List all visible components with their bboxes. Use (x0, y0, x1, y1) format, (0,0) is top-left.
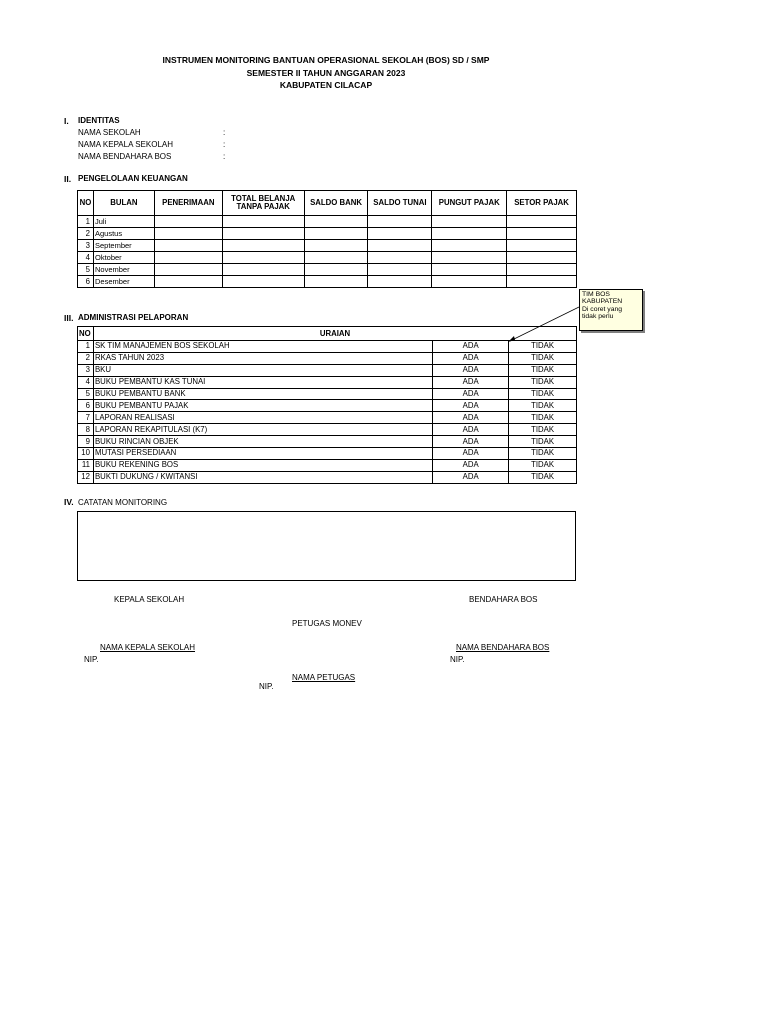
cell-empty[interactable] (222, 264, 304, 276)
table-row (78, 252, 577, 264)
table-row (78, 341, 577, 353)
section-4-title: CATATAN MONITORING (78, 498, 168, 507)
table-row (78, 352, 577, 364)
cell-empty[interactable] (432, 252, 507, 264)
petugas-nip: NIP. (259, 682, 274, 691)
cell-empty[interactable] (304, 276, 368, 288)
table-row (78, 264, 577, 276)
cell-empty[interactable] (222, 252, 304, 264)
option-ada[interactable]: ADA (433, 424, 509, 436)
row-bulan: November (93, 264, 154, 276)
cell-empty[interactable] (222, 240, 304, 252)
cell-empty[interactable] (368, 276, 432, 288)
petugas-title: PETUGAS MONEV (292, 619, 362, 628)
option-ada[interactable]: ADA (433, 400, 509, 412)
table-row (78, 412, 577, 424)
table-row (78, 376, 577, 388)
table-header-row (78, 327, 577, 341)
keuangan-table (77, 190, 577, 288)
cell-empty[interactable] (222, 228, 304, 240)
bendahara-name: NAMA BENDAHARA BOS (456, 643, 550, 652)
cell-empty[interactable] (222, 216, 304, 228)
row-no: 2 (78, 228, 94, 240)
pelaporan-table (77, 326, 577, 484)
row-bulan: Agustus (93, 228, 154, 240)
row-uraian: MUTASI PERSEDIAAN (93, 448, 432, 460)
title-line-3: KABUPATEN CILACAP (279, 80, 373, 90)
row-no: 6 (78, 276, 94, 288)
col-header-total-belanja: TOTAL BELANJA TANPA PAJAK (222, 191, 304, 216)
option-ada[interactable]: ADA (433, 364, 509, 376)
table-row (78, 240, 577, 252)
comment-line: TIM BOS (582, 291, 610, 298)
row-bulan: Oktober (93, 252, 154, 264)
row-no: 4 (78, 376, 94, 388)
section-2-number: II. (64, 174, 72, 184)
cell-empty[interactable] (507, 228, 577, 240)
row-uraian: RKAS TAHUN 2023 (93, 352, 432, 364)
option-ada[interactable]: ADA (433, 341, 509, 353)
col-header-no: NO (78, 191, 94, 216)
kepala-sekolah-name: NAMA KEPALA SEKOLAH (100, 643, 196, 652)
row-uraian: BUKU PEMBANTU PAJAK (93, 400, 432, 412)
col-header-bulan: BULAN (93, 191, 154, 216)
table-row (78, 400, 577, 412)
row-uraian: SK TIM MANAJEMEN BOS SEKOLAH (93, 341, 432, 353)
row-no: 6 (78, 400, 94, 412)
cell-empty[interactable] (304, 240, 368, 252)
cell-empty[interactable] (154, 276, 222, 288)
cell-empty[interactable] (432, 240, 507, 252)
section-2-title: PENGELOLAAN KEUANGAN (78, 174, 188, 183)
section-3-number: III. (64, 313, 74, 323)
comment-line: Di coret yang (582, 305, 623, 313)
option-tidak[interactable]: TIDAK (509, 436, 577, 448)
row-no: 3 (78, 364, 94, 376)
option-tidak[interactable]: TIDAK (509, 341, 577, 353)
row-no: 3 (78, 240, 94, 252)
bendahara-nip: NIP. (450, 655, 465, 664)
catatan-monitoring-textarea[interactable] (77, 511, 576, 581)
row-uraian: LAPORAN REKAPITULASI (K7) (93, 424, 432, 436)
table-row (78, 276, 577, 288)
table-row (78, 388, 577, 400)
row-no: 7 (78, 412, 94, 424)
table-row (78, 471, 577, 483)
option-ada[interactable]: ADA (433, 412, 509, 424)
row-no: 1 (78, 341, 94, 353)
row-no: 5 (78, 264, 94, 276)
col-header-saldo-bank: SALDO BANK (304, 191, 368, 216)
table-row (78, 216, 577, 228)
table-row (78, 228, 577, 240)
cell-empty[interactable] (507, 264, 577, 276)
col-header-saldo-tunai: SALDO TUNAI (368, 191, 432, 216)
table-row (78, 364, 577, 376)
option-tidak[interactable]: TIDAK (509, 424, 577, 436)
row-uraian: LAPORAN REALISASI (93, 412, 432, 424)
row-bulan: Desember (93, 276, 154, 288)
section-4-number: IV. (64, 497, 74, 507)
cell-empty[interactable] (432, 276, 507, 288)
row-bulan: Juli (93, 216, 154, 228)
col-header-penerimaan: PENERIMAAN (154, 191, 222, 216)
field-label-nama-kepala-sekolah: NAMA KEPALA SEKOLAH (78, 140, 174, 149)
option-tidak[interactable]: TIDAK (509, 388, 577, 400)
option-ada[interactable]: ADA (433, 436, 509, 448)
col-header-setor-pajak: SETOR PAJAK (507, 191, 577, 216)
table-row (78, 424, 577, 436)
row-no: 11 (78, 459, 94, 471)
option-tidak[interactable]: TIDAK (509, 376, 577, 388)
row-bulan: September (93, 240, 154, 252)
row-no: 8 (78, 424, 94, 436)
option-tidak[interactable]: TIDAK (509, 400, 577, 412)
row-uraian: BUKU RINCIAN OBJEK (93, 436, 432, 448)
table-row (78, 436, 577, 448)
cell-empty[interactable] (432, 216, 507, 228)
field-colon: : (223, 128, 226, 137)
table-header-row (78, 191, 577, 216)
cell-empty[interactable] (432, 228, 507, 240)
option-ada[interactable]: ADA (433, 459, 509, 471)
row-uraian: BUKU PEMBANTU KAS TUNAI (93, 376, 432, 388)
cell-empty[interactable] (154, 228, 222, 240)
cell-empty[interactable] (154, 240, 222, 252)
row-no: 1 (78, 216, 94, 228)
title-line-2: SEMESTER II TAHUN ANGGARAN 2023 (246, 68, 406, 78)
cell-empty[interactable] (507, 240, 577, 252)
cell-empty[interactable] (368, 216, 432, 228)
cell-empty[interactable] (368, 228, 432, 240)
section-1-number: I. (64, 116, 69, 126)
cell-empty[interactable] (368, 252, 432, 264)
row-uraian: BKU (93, 364, 432, 376)
row-no: 10 (78, 448, 94, 460)
cell-empty[interactable] (222, 276, 304, 288)
comment-note[interactable] (579, 289, 643, 331)
row-no: 9 (78, 436, 94, 448)
section-1-title: IDENTITAS (78, 116, 120, 125)
field-colon: : (223, 140, 226, 149)
option-ada[interactable]: ADA (433, 352, 509, 364)
petugas-name: NAMA PETUGAS (292, 673, 356, 682)
kepala-sekolah-title: KEPALA SEKOLAH (114, 595, 185, 604)
table-row (78, 459, 577, 471)
option-tidak[interactable]: TIDAK (509, 352, 577, 364)
section-3-title: ADMINISTRASI PELAPORAN (78, 313, 189, 322)
title-line-1: INSTRUMEN MONITORING BANTUAN OPERASIONAL SEKOLAH (BOS) SD / SMP (162, 55, 490, 65)
col-header-no: NO (78, 327, 94, 341)
kepala-sekolah-nip: NIP. (84, 655, 99, 664)
cell-empty[interactable] (304, 228, 368, 240)
option-tidak[interactable]: TIDAK (509, 459, 577, 471)
row-uraian: BUKTI DUKUNG / KWITANSI (93, 471, 432, 483)
row-no: 2 (78, 352, 94, 364)
field-label-nama-sekolah: NAMA SEKOLAH (78, 128, 141, 137)
row-uraian: BUKU REKENING BOS (93, 459, 432, 471)
option-tidak[interactable]: TIDAK (509, 412, 577, 424)
row-no: 4 (78, 252, 94, 264)
cell-empty[interactable] (304, 252, 368, 264)
cell-empty[interactable] (304, 216, 368, 228)
row-no: 12 (78, 471, 94, 483)
comment-line: KABUPATEN (582, 298, 623, 306)
option-ada[interactable]: ADA (433, 388, 509, 400)
field-label-nama-bendahara: NAMA BENDAHARA BOS (78, 152, 172, 161)
cell-empty[interactable] (368, 240, 432, 252)
option-tidak[interactable]: TIDAK (509, 364, 577, 376)
cell-empty[interactable] (154, 264, 222, 276)
option-tidak[interactable]: TIDAK (509, 471, 577, 483)
col-header-pungut-pajak: PUNGUT PAJAK (432, 191, 507, 216)
field-colon: : (223, 152, 226, 161)
cell-empty[interactable] (304, 264, 368, 276)
cell-empty[interactable] (507, 276, 577, 288)
option-ada[interactable]: ADA (433, 448, 509, 460)
cell-empty[interactable] (154, 252, 222, 264)
cell-empty[interactable] (432, 264, 507, 276)
row-no: 5 (78, 388, 94, 400)
option-tidak[interactable]: TIDAK (509, 448, 577, 460)
cell-empty[interactable] (368, 264, 432, 276)
cell-empty[interactable] (507, 252, 577, 264)
col-header-uraian: URAIAN (93, 327, 576, 341)
option-ada[interactable]: ADA (433, 376, 509, 388)
cell-empty[interactable] (154, 216, 222, 228)
row-uraian: BUKU PEMBANTU BANK (93, 388, 432, 400)
table-row (78, 448, 577, 460)
bendahara-title: BENDAHARA BOS (469, 595, 538, 604)
option-ada[interactable]: ADA (433, 471, 509, 483)
cell-empty[interactable] (507, 216, 577, 228)
comment-line: tidak perlu (582, 313, 614, 321)
